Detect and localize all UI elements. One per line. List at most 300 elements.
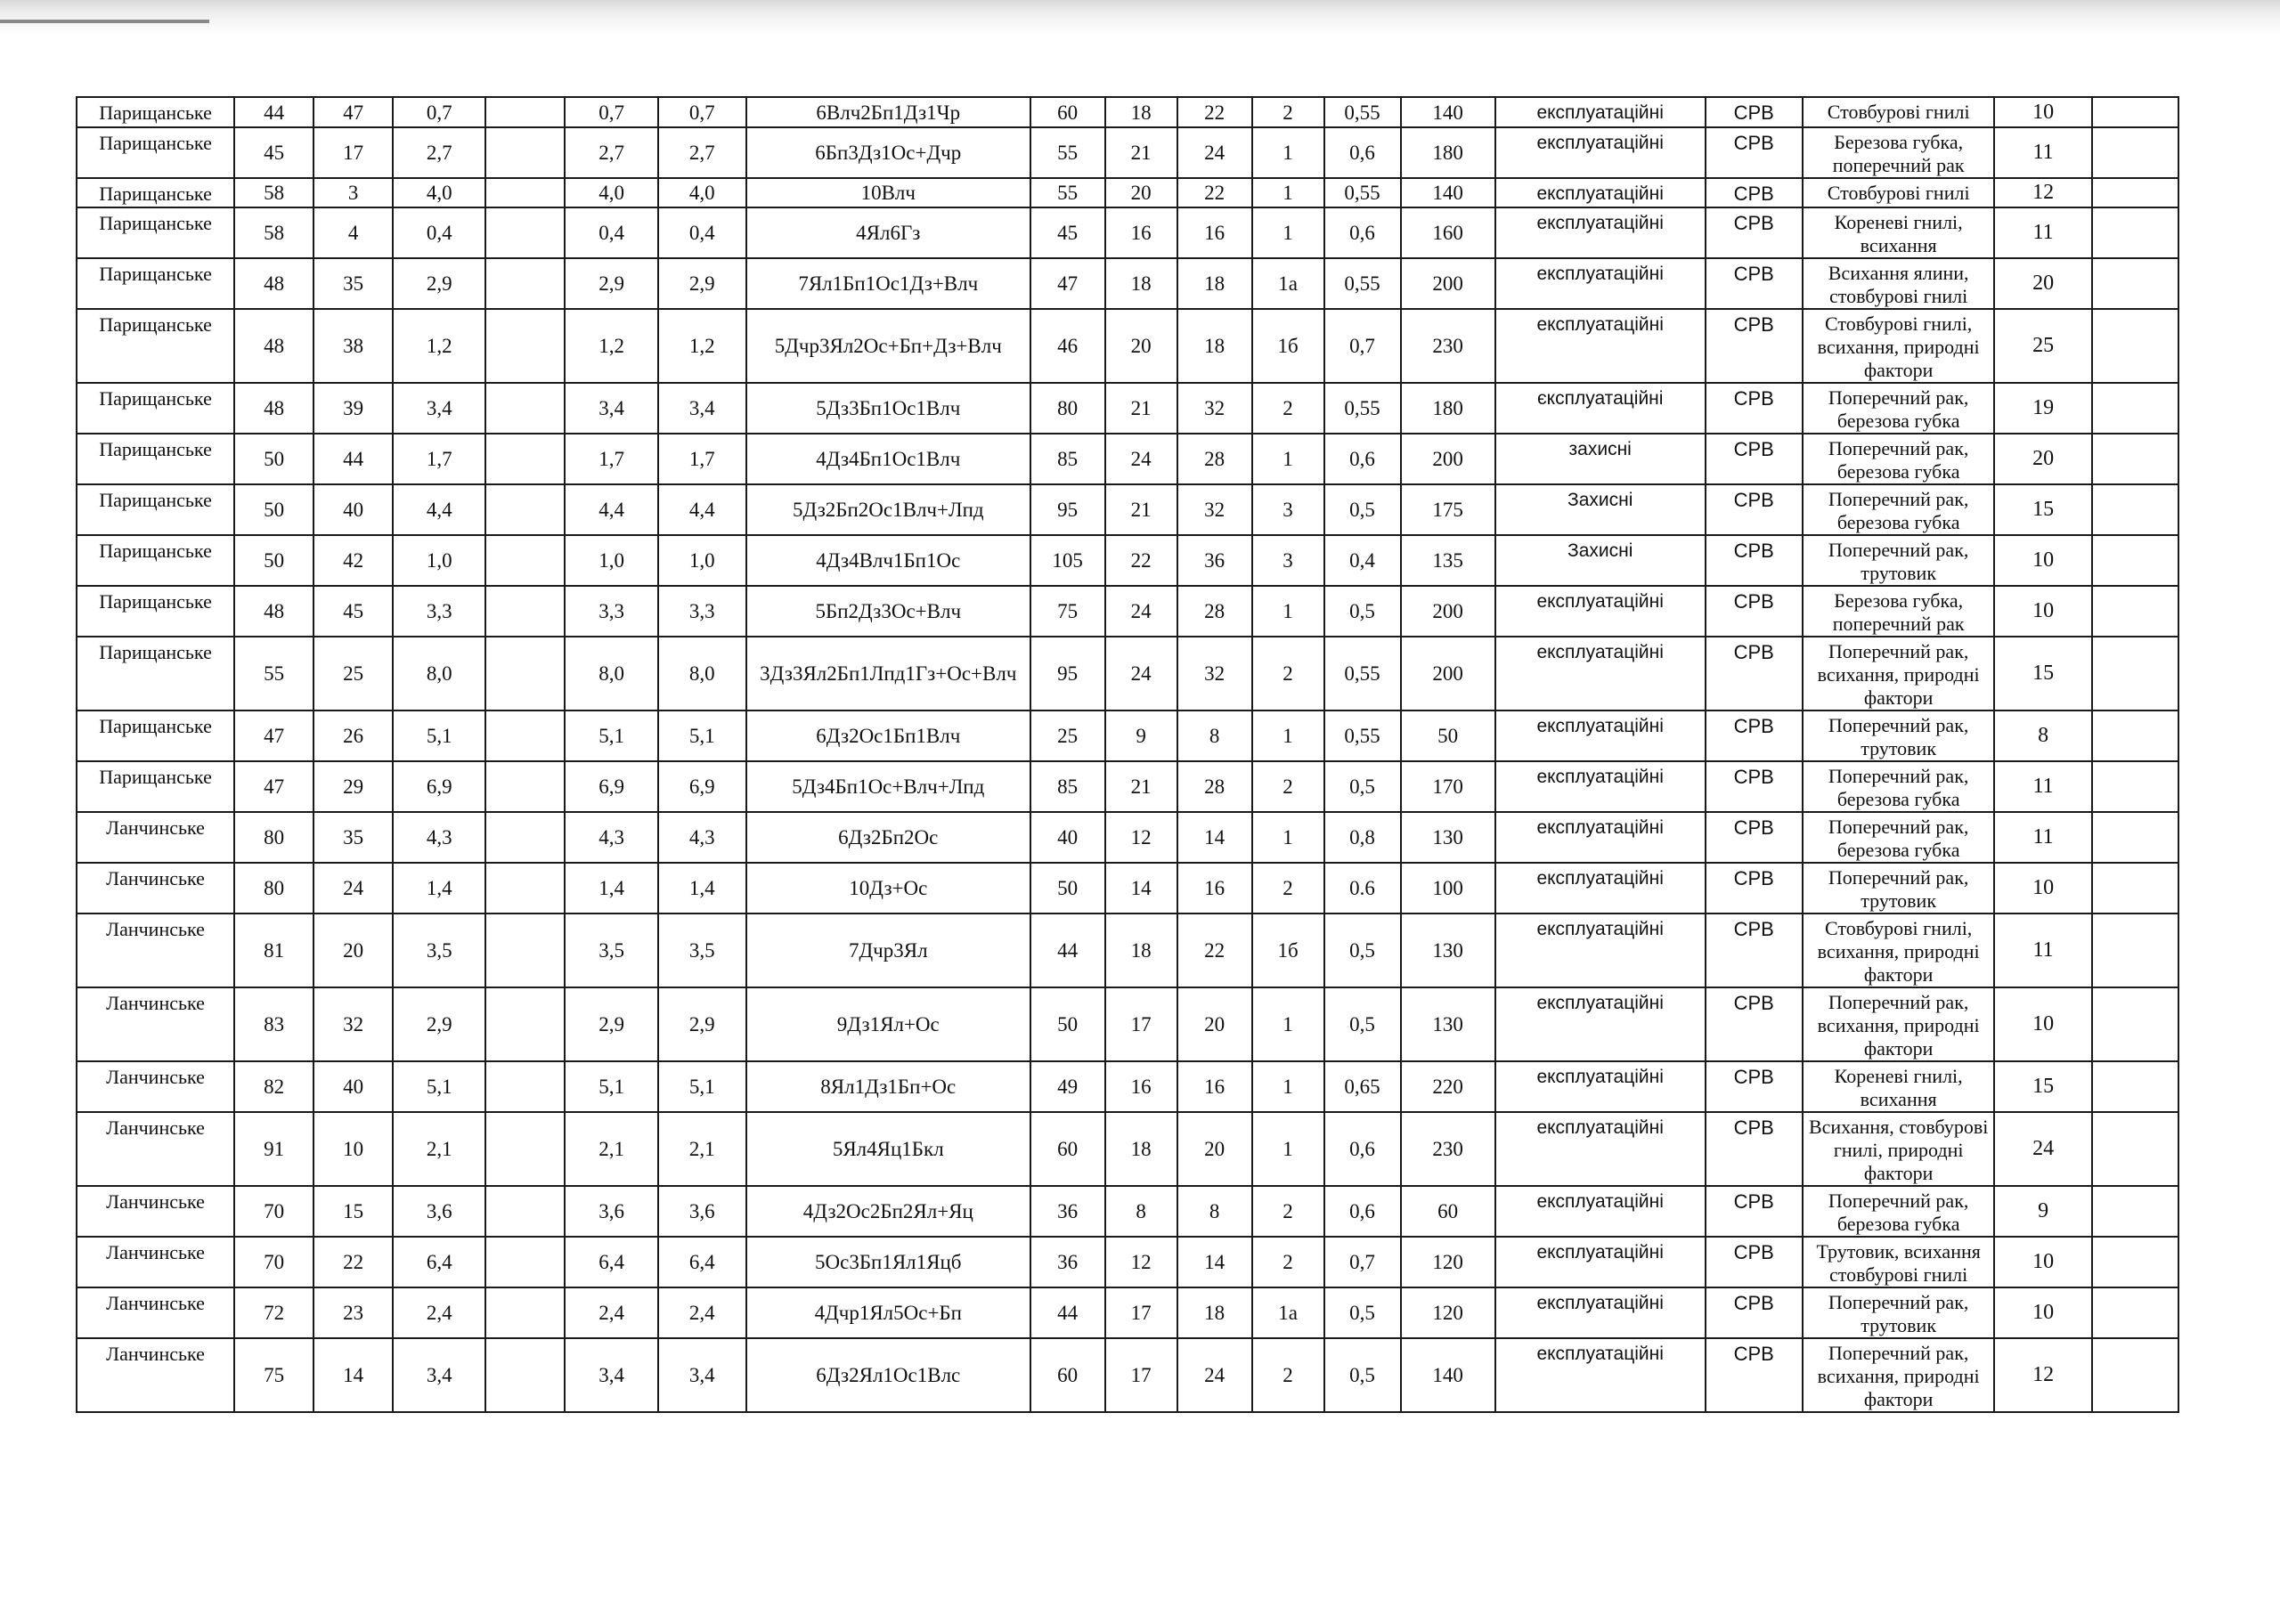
quarter-cell: 83 <box>234 987 314 1061</box>
selected-area-cell: 0,4 <box>658 207 746 258</box>
felling-type-cell: СРВ <box>1706 586 1803 637</box>
density-cell: 0,6 <box>1324 207 1401 258</box>
selected-area-cell: 2,1 <box>658 1112 746 1186</box>
reason-cell <box>1803 586 1995 637</box>
bonitet-cell: 1 <box>1252 1112 1324 1186</box>
selected-area-cell: 4,4 <box>658 484 746 535</box>
reason-line: стовбурові гнилі <box>1829 1263 1968 1286</box>
volume-cell: 11 <box>1994 914 2091 987</box>
felling-type-cell: СРВ <box>1706 1061 1803 1112</box>
forest-category-cell: експлуатаційні <box>1495 1112 1706 1186</box>
volume-cell: 10 <box>1994 987 2091 1061</box>
volume-cell: 12 <box>1994 178 2091 207</box>
height-cell: 17 <box>1105 1338 1177 1412</box>
forest-category-cell: експлуатаційні <box>1495 1287 1706 1338</box>
felling-area-cell: 8,0 <box>565 637 657 710</box>
stock-cell: 130 <box>1401 914 1495 987</box>
density-cell: 0,5 <box>1324 586 1401 637</box>
volume-cell: 12 <box>1994 1338 2091 1412</box>
bonitet-cell: 2 <box>1252 761 1324 812</box>
reason-line: фактори <box>1863 1162 1934 1184</box>
selected-area-cell: 3,5 <box>658 914 746 987</box>
diameter-cell: 24 <box>1177 127 1252 178</box>
table-row <box>77 1061 2178 1112</box>
plot-cell: 35 <box>314 812 393 863</box>
blank-end-cell <box>2092 761 2178 812</box>
forest-category-cell: експлуатаційні <box>1495 258 1706 309</box>
diameter-cell: 16 <box>1177 207 1252 258</box>
felling-type-cell: СРВ <box>1706 1237 1803 1287</box>
reason-line: Кореневі гнилі, <box>1834 211 1963 233</box>
height-cell: 12 <box>1105 812 1177 863</box>
blank-end-cell <box>2092 812 2178 863</box>
height-cell: 21 <box>1105 383 1177 434</box>
forestry-cell: Ланчинське <box>77 1112 234 1186</box>
composition-cell: 7Ял1Бп1Ос1Дз+Влч <box>746 258 1030 309</box>
composition-cell: 5Ял4Яц1Бкл <box>746 1112 1030 1186</box>
plot-cell: 20 <box>314 914 393 987</box>
reason-line: Поперечний рак, <box>1828 714 1969 736</box>
forestry-cell: Парищанське <box>77 258 234 309</box>
forestry-cell: Парищанське <box>77 127 234 178</box>
density-cell: 0,5 <box>1324 1338 1401 1412</box>
reason-cell <box>1803 434 1995 484</box>
density-cell: 0,5 <box>1324 1287 1401 1338</box>
reason-line: фактори <box>1863 1037 1934 1060</box>
density-cell: 0,55 <box>1324 383 1401 434</box>
forest-category-cell: експлуатаційні <box>1495 207 1706 258</box>
stock-cell: 170 <box>1401 761 1495 812</box>
height-cell: 24 <box>1105 434 1177 484</box>
volume-cell: 11 <box>1994 127 2091 178</box>
plot-cell: 32 <box>314 987 393 1061</box>
reason-line: Поперечний рак, <box>1828 1190 1969 1212</box>
composition-cell: 5Дз2Бп2Ос1Влч+Лпд <box>746 484 1030 535</box>
blank-cell <box>485 863 565 914</box>
felling-area-cell: 0,7 <box>565 97 657 127</box>
forestry-cell: Ланчинське <box>77 987 234 1061</box>
composition-cell: 4Ял6Гз <box>746 207 1030 258</box>
reason-line: Поперечний рак, <box>1828 640 1969 662</box>
felling-type-cell: СРВ <box>1706 761 1803 812</box>
age-cell: 36 <box>1030 1237 1105 1287</box>
density-cell: 0,5 <box>1324 484 1401 535</box>
reason-line: березова губка <box>1836 460 1960 483</box>
blank-end-cell <box>2092 178 2178 207</box>
felling-type-cell: СРВ <box>1706 710 1803 761</box>
plot-cell: 17 <box>314 127 393 178</box>
reason-line: Поперечний рак, <box>1828 765 1969 787</box>
height-cell: 18 <box>1105 97 1177 127</box>
felling-area-cell: 1,0 <box>565 535 657 586</box>
forestry-cell: Парищанське <box>77 586 234 637</box>
felling-area-cell: 4,4 <box>565 484 657 535</box>
diameter-cell: 32 <box>1177 383 1252 434</box>
forestry-cell: Парищанське <box>77 97 234 127</box>
selected-area-cell: 6,4 <box>658 1237 746 1287</box>
blank-end-cell <box>2092 434 2178 484</box>
blank-cell <box>485 535 565 586</box>
quarter-cell: 75 <box>234 1338 314 1412</box>
selected-area-cell: 3,4 <box>658 1338 746 1412</box>
felling-type-cell: СРВ <box>1706 1112 1803 1186</box>
age-cell: 60 <box>1030 97 1105 127</box>
felling-area-cell: 0,4 <box>565 207 657 258</box>
density-cell: 0,55 <box>1324 258 1401 309</box>
area-cell: 1,4 <box>393 863 485 914</box>
felling-type-cell: СРВ <box>1706 914 1803 987</box>
forestry-cell: Парищанське <box>77 207 234 258</box>
reason-line: Стовбурові гнилі, <box>1824 917 1973 939</box>
reason-line: Поперечний рак, <box>1828 1342 1969 1364</box>
plot-cell: 45 <box>314 586 393 637</box>
selected-area-cell: 2,4 <box>658 1287 746 1338</box>
table-row <box>77 637 2178 710</box>
reason-cell <box>1803 258 1995 309</box>
stock-cell: 120 <box>1401 1287 1495 1338</box>
height-cell: 17 <box>1105 987 1177 1061</box>
selected-area-cell: 5,1 <box>658 1061 746 1112</box>
felling-type-cell: СРВ <box>1706 484 1803 535</box>
forest-category-cell: експлуатаційні <box>1495 710 1706 761</box>
blank-end-cell <box>2092 1186 2178 1237</box>
reason-line: Поперечний рак, <box>1828 539 1969 561</box>
reason-line: фактори <box>1863 359 1934 381</box>
reason-line: всихання, природні <box>1817 940 1980 962</box>
forestry-cell: Ланчинське <box>77 812 234 863</box>
diameter-cell: 20 <box>1177 1112 1252 1186</box>
reason-line: Березова губка, <box>1834 131 1964 153</box>
composition-cell: 5Дз3Бп1Ос1Влч <box>746 383 1030 434</box>
quarter-cell: 45 <box>234 127 314 178</box>
forest-category-cell: експлуатаційні <box>1495 812 1706 863</box>
bonitet-cell: 1б <box>1252 309 1324 383</box>
blank-cell <box>485 1338 565 1412</box>
age-cell: 80 <box>1030 383 1105 434</box>
reason-line: Поперечний рак, <box>1828 991 1969 1013</box>
volume-cell: 20 <box>1994 434 2091 484</box>
quarter-cell: 48 <box>234 309 314 383</box>
blank-end-cell <box>2092 987 2178 1061</box>
diameter-cell: 16 <box>1177 863 1252 914</box>
area-cell: 8,0 <box>393 637 485 710</box>
reason-cell <box>1803 812 1995 863</box>
quarter-cell: 50 <box>234 434 314 484</box>
area-cell: 0,7 <box>393 97 485 127</box>
blank-cell <box>485 761 565 812</box>
density-cell: 0,55 <box>1324 178 1401 207</box>
age-cell: 85 <box>1030 434 1105 484</box>
table-row <box>77 484 2178 535</box>
diameter-cell: 22 <box>1177 97 1252 127</box>
quarter-cell: 50 <box>234 535 314 586</box>
forest-category-cell: Захисні <box>1495 484 1706 535</box>
plot-cell: 38 <box>314 309 393 383</box>
quarter-cell: 58 <box>234 178 314 207</box>
composition-cell: 6Бп3Дз1Ос+Дчр <box>746 127 1030 178</box>
composition-cell: 3Дз3Ял2Бп1Лпд1Гз+Ос+Влч <box>746 637 1030 710</box>
reason-cell <box>1803 637 1995 710</box>
forestry-cell: Парищанське <box>77 484 234 535</box>
plot-cell: 42 <box>314 535 393 586</box>
area-cell: 5,1 <box>393 710 485 761</box>
blank-end-cell <box>2092 863 2178 914</box>
forest-category-cell: експлуатаційні <box>1495 586 1706 637</box>
age-cell: 44 <box>1030 914 1105 987</box>
blank-cell <box>485 1186 565 1237</box>
composition-cell: 6Дз2Ос1Бп1Влч <box>746 710 1030 761</box>
diameter-cell: 18 <box>1177 309 1252 383</box>
forest-category-cell: експлуатаційні <box>1495 863 1706 914</box>
height-cell: 16 <box>1105 207 1177 258</box>
table-row <box>77 710 2178 761</box>
stock-cell: 50 <box>1401 710 1495 761</box>
stock-cell: 175 <box>1401 484 1495 535</box>
felling-area-cell: 1,2 <box>565 309 657 383</box>
table-row <box>77 1237 2178 1287</box>
reason-cell <box>1803 1287 1995 1338</box>
area-cell: 3,4 <box>393 1338 485 1412</box>
blank-cell <box>485 309 565 383</box>
volume-cell: 11 <box>1994 761 2091 812</box>
volume-cell: 20 <box>1994 258 2091 309</box>
reason-cell <box>1803 710 1995 761</box>
felling-type-cell: СРВ <box>1706 535 1803 586</box>
forestry-cell: Ланчинське <box>77 1338 234 1412</box>
table-row <box>77 258 2178 309</box>
forestry-cell: Парищанське <box>77 383 234 434</box>
plot-cell: 10 <box>314 1112 393 1186</box>
plot-cell: 44 <box>314 434 393 484</box>
age-cell: 36 <box>1030 1186 1105 1237</box>
forestry-cell: Ланчинське <box>77 863 234 914</box>
height-cell: 18 <box>1105 1112 1177 1186</box>
bonitet-cell: 2 <box>1252 863 1324 914</box>
quarter-cell: 48 <box>234 258 314 309</box>
volume-cell: 25 <box>1994 309 2091 383</box>
composition-cell: 7Дчр3Ял <box>746 914 1030 987</box>
diameter-cell: 14 <box>1177 812 1252 863</box>
blank-end-cell <box>2092 1338 2178 1412</box>
volume-cell: 24 <box>1994 1112 2091 1186</box>
volume-cell: 10 <box>1994 1237 2091 1287</box>
blank-end-cell <box>2092 1061 2178 1112</box>
felling-type-cell: СРВ <box>1706 863 1803 914</box>
composition-cell: 6Дз2Ял1Ос1Влс <box>746 1338 1030 1412</box>
reason-line: Березова губка, <box>1834 589 1964 612</box>
plot-cell: 29 <box>314 761 393 812</box>
diameter-cell: 36 <box>1177 535 1252 586</box>
volume-cell: 10 <box>1994 863 2091 914</box>
area-cell: 3,4 <box>393 383 485 434</box>
diameter-cell: 16 <box>1177 1061 1252 1112</box>
volume-cell: 11 <box>1994 207 2091 258</box>
blank-end-cell <box>2092 1112 2178 1186</box>
felling-type-cell: СРВ <box>1706 434 1803 484</box>
stock-cell: 100 <box>1401 863 1495 914</box>
density-cell: 0,55 <box>1324 710 1401 761</box>
reason-line: фактори <box>1863 686 1934 709</box>
blank-end-cell <box>2092 383 2178 434</box>
stock-cell: 200 <box>1401 258 1495 309</box>
density-cell: 0,7 <box>1324 1237 1401 1287</box>
reason-cell <box>1803 1338 1995 1412</box>
diameter-cell: 28 <box>1177 761 1252 812</box>
stock-cell: 180 <box>1401 127 1495 178</box>
reason-line: трутовик <box>1861 1314 1937 1336</box>
felling-area-cell: 3,3 <box>565 586 657 637</box>
plot-cell: 25 <box>314 637 393 710</box>
felling-type-cell: СРВ <box>1706 97 1803 127</box>
reason-cell <box>1803 127 1995 178</box>
forest-category-cell: експлуатаційні <box>1495 637 1706 710</box>
area-cell: 2,4 <box>393 1287 485 1338</box>
density-cell: 0,5 <box>1324 761 1401 812</box>
selected-area-cell: 4,3 <box>658 812 746 863</box>
diameter-cell: 28 <box>1177 434 1252 484</box>
reason-line: трутовик <box>1861 562 1937 584</box>
volume-cell: 15 <box>1994 484 2091 535</box>
selected-area-cell: 2,7 <box>658 127 746 178</box>
reason-line: Поперечний рак, <box>1828 386 1969 409</box>
reason-line: поперечний рак <box>1832 154 1965 176</box>
table-row <box>77 914 2178 987</box>
age-cell: 75 <box>1030 586 1105 637</box>
bonitet-cell: 2 <box>1252 637 1324 710</box>
diameter-cell: 24 <box>1177 1338 1252 1412</box>
composition-cell: 4Дчр1Ял5Ос+Бп <box>746 1287 1030 1338</box>
table-body <box>77 97 2178 1412</box>
table-row <box>77 97 2178 127</box>
forest-category-cell: експлуатаційні <box>1495 97 1706 127</box>
area-cell: 6,4 <box>393 1237 485 1287</box>
quarter-cell: 48 <box>234 383 314 434</box>
reason-cell <box>1803 97 1995 127</box>
forestry-cell: Ланчинське <box>77 1237 234 1287</box>
density-cell: 0,55 <box>1324 97 1401 127</box>
forest-category-cell: експлуатаційні <box>1495 1186 1706 1237</box>
reason-cell <box>1803 1237 1995 1287</box>
reason-cell <box>1803 914 1995 987</box>
blank-cell <box>485 97 565 127</box>
reason-cell <box>1803 383 1995 434</box>
reason-line: березова губка <box>1836 511 1960 533</box>
diameter-cell: 32 <box>1177 484 1252 535</box>
reason-line: Стовбурові гнилі, <box>1824 313 1973 335</box>
quarter-cell: 80 <box>234 863 314 914</box>
height-cell: 8 <box>1105 1186 1177 1237</box>
composition-cell: 6Влч2Бп1Дз1Чр <box>746 97 1030 127</box>
height-cell: 20 <box>1105 178 1177 207</box>
selected-area-cell: 3,3 <box>658 586 746 637</box>
table-row <box>77 535 2178 586</box>
volume-cell: 11 <box>1994 812 2091 863</box>
stock-cell: 200 <box>1401 637 1495 710</box>
reason-line: всихання, природні <box>1817 1014 1980 1036</box>
felling-type-cell: СРВ <box>1706 207 1803 258</box>
reason-cell <box>1803 178 1995 207</box>
quarter-cell: 44 <box>234 97 314 127</box>
blank-cell <box>485 637 565 710</box>
blank-cell <box>485 258 565 309</box>
blank-end-cell <box>2092 637 2178 710</box>
reason-line: всихання <box>1860 1088 1937 1110</box>
selected-area-cell: 5,1 <box>658 710 746 761</box>
reason-line: березова губка <box>1836 410 1960 432</box>
composition-cell: 8Ял1Дз1Бп+Ос <box>746 1061 1030 1112</box>
forest-category-cell: експлуатаційні <box>1495 1237 1706 1287</box>
reason-line: Стовбурові гнилі <box>1827 182 1970 204</box>
selected-area-cell: 2,9 <box>658 987 746 1061</box>
density-cell: 0,5 <box>1324 914 1401 987</box>
reason-line: Поперечний рак, <box>1828 866 1969 889</box>
diameter-cell: 32 <box>1177 637 1252 710</box>
forest-category-cell: експлуатаційні <box>1495 178 1706 207</box>
bonitet-cell: 2 <box>1252 383 1324 434</box>
felling-type-cell: СРВ <box>1706 637 1803 710</box>
stock-cell: 160 <box>1401 207 1495 258</box>
stock-cell: 200 <box>1401 434 1495 484</box>
height-cell: 20 <box>1105 309 1177 383</box>
area-cell: 2,9 <box>393 258 485 309</box>
bonitet-cell: 1б <box>1252 914 1324 987</box>
stock-cell: 60 <box>1401 1186 1495 1237</box>
reason-cell <box>1803 1186 1995 1237</box>
composition-cell: 4Дз2Ос2Бп2Ял+Яц <box>746 1186 1030 1237</box>
density-cell: 0,6 <box>1324 127 1401 178</box>
blank-cell <box>485 1112 565 1186</box>
bonitet-cell: 2 <box>1252 97 1324 127</box>
reason-line: Трутовик, всихання <box>1816 1240 1981 1263</box>
density-cell: 0,5 <box>1324 987 1401 1061</box>
diameter-cell: 28 <box>1177 586 1252 637</box>
reason-line: Поперечний рак, <box>1828 1291 1969 1313</box>
bonitet-cell: 1 <box>1252 207 1324 258</box>
table-row <box>77 586 2178 637</box>
table-row <box>77 207 2178 258</box>
area-cell: 1,2 <box>393 309 485 383</box>
age-cell: 95 <box>1030 637 1105 710</box>
density-cell: 0,55 <box>1324 637 1401 710</box>
age-cell: 45 <box>1030 207 1105 258</box>
area-cell: 3,5 <box>393 914 485 987</box>
quarter-cell: 72 <box>234 1287 314 1338</box>
plot-cell: 15 <box>314 1186 393 1237</box>
age-cell: 46 <box>1030 309 1105 383</box>
forest-category-cell: захисні <box>1495 434 1706 484</box>
composition-cell: 5Дчр3Ял2Ос+Бп+Дз+Влч <box>746 309 1030 383</box>
forest-category-cell: Захисні <box>1495 535 1706 586</box>
table-row <box>77 127 2178 178</box>
age-cell: 50 <box>1030 863 1105 914</box>
reason-cell <box>1803 535 1995 586</box>
diameter-cell: 20 <box>1177 987 1252 1061</box>
forestry-cell: Ланчинське <box>77 1061 234 1112</box>
bonitet-cell: 1а <box>1252 1287 1324 1338</box>
felling-type-cell: СРВ <box>1706 127 1803 178</box>
felling-area-cell: 1,7 <box>565 434 657 484</box>
area-cell: 5,1 <box>393 1061 485 1112</box>
area-cell: 3,3 <box>393 586 485 637</box>
plot-cell: 40 <box>314 1061 393 1112</box>
plot-cell: 35 <box>314 258 393 309</box>
forest-category-cell: експлуатаційні <box>1495 1061 1706 1112</box>
plot-cell: 26 <box>314 710 393 761</box>
area-cell: 1,7 <box>393 434 485 484</box>
height-cell: 14 <box>1105 863 1177 914</box>
volume-cell: 10 <box>1994 97 2091 127</box>
blank-cell <box>485 1237 565 1287</box>
